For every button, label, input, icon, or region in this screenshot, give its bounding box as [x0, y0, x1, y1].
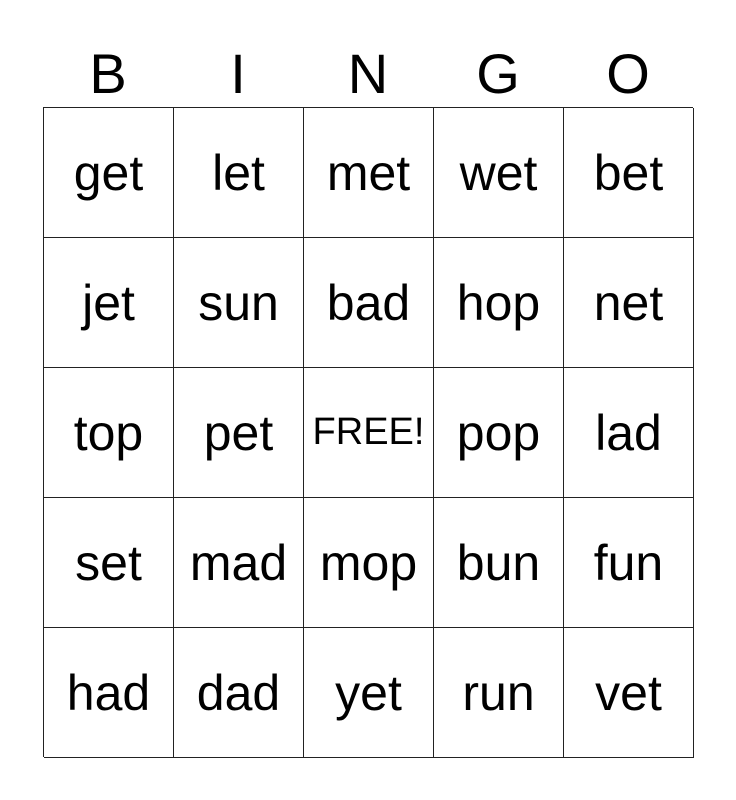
bingo-cell-r1-c1[interactable]: get: [44, 108, 174, 238]
header-letter-i: I: [230, 42, 246, 105]
bingo-cell-r3-c5[interactable]: lad: [564, 368, 694, 498]
bingo-board: [43, 107, 693, 757]
bingo-cell-r1-c2[interactable]: let: [174, 108, 304, 238]
bingo-cell-r2-c3[interactable]: bad: [304, 238, 434, 368]
bingo-cell-r2-c4[interactable]: hop: [434, 238, 564, 368]
header-letter-o: O: [606, 42, 650, 105]
bingo-cell-r2-c5[interactable]: net: [564, 238, 694, 368]
bingo-cell-r4-c2[interactable]: mad: [174, 498, 304, 628]
header-letter-n: N: [347, 42, 389, 105]
bingo-cell-r4-c1[interactable]: set: [44, 498, 174, 628]
bingo-cell-r2-c1[interactable]: jet: [44, 238, 174, 368]
header-letter-g: G: [476, 42, 520, 105]
bingo-cell-r3-c4[interactable]: pop: [434, 368, 564, 498]
bingo-cell-r5-c5[interactable]: vet: [564, 628, 694, 758]
bingo-cell-r2-c2[interactable]: sun: [174, 238, 304, 368]
bingo-cell-r4-c4[interactable]: bun: [434, 498, 564, 628]
bingo-cell-r1-c4[interactable]: wet: [434, 108, 564, 238]
bingo-cell-r4-c3[interactable]: mop: [304, 498, 434, 628]
bingo-cell-r3-c1[interactable]: top: [44, 368, 174, 498]
bingo-cell-r3-c2[interactable]: pet: [174, 368, 304, 498]
bingo-cell-r4-c5[interactable]: fun: [564, 498, 694, 628]
bingo-header: [43, 40, 693, 108]
bingo-cell-r5-c3[interactable]: yet: [304, 628, 434, 758]
free-space-cell[interactable]: FREE!: [304, 368, 434, 498]
bingo-cell-r5-c2[interactable]: dad: [174, 628, 304, 758]
bingo-cell-r5-c4[interactable]: run: [434, 628, 564, 758]
bingo-cell-r5-c1[interactable]: had: [44, 628, 174, 758]
bingo-cell-r1-c5[interactable]: bet: [564, 108, 694, 238]
bingo-cell-r1-c3[interactable]: met: [304, 108, 434, 238]
header-letter-b: B: [89, 42, 127, 105]
